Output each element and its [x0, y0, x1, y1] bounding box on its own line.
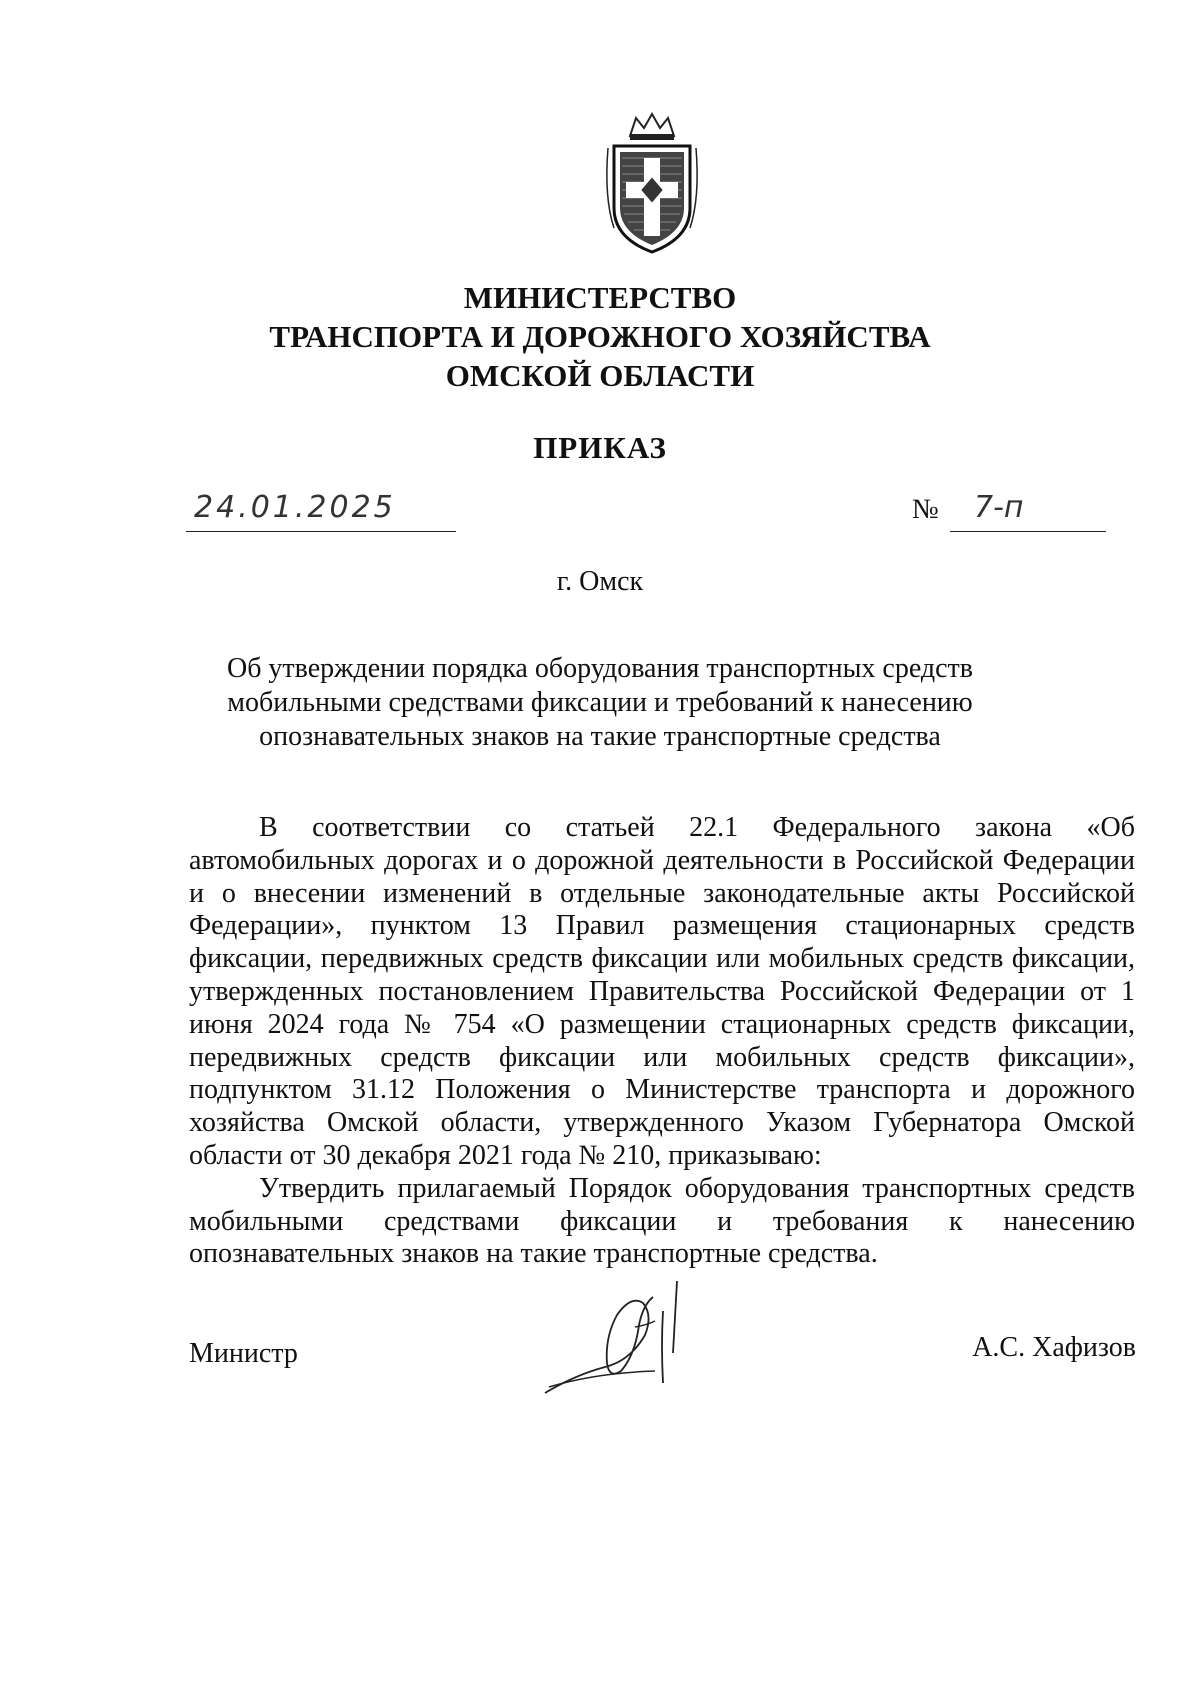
order-date: 24.01.2025	[186, 490, 456, 532]
subject-line: мобильными средствами фиксации и требований к нанесению	[227, 687, 973, 718]
omsk-coat-of-arms-icon	[600, 108, 704, 258]
order-subject	[200, 652, 1000, 754]
body-paragraph: Утвердить прилагаемый Порядок оборудования транспортных средств мобильными средствами фиксации и требования к нанесению опознавательных знаков на такие транспортные средства.	[189, 1172, 1135, 1270]
subject-line: Об утверждении порядка оборудования транспортных средств	[226, 653, 974, 684]
subject-line: опознавательных знаков на такие транспортные средства	[259, 721, 941, 752]
signatory-title: Министр	[189, 1338, 298, 1369]
signatory-name: А.С. Хафизов	[972, 1332, 1136, 1363]
ministry-name-line-1: МИНИСТЕРСТВО	[463, 280, 737, 315]
number-label: №	[912, 494, 939, 525]
city: г. Омск	[556, 566, 644, 597]
ministry-name-line-2: ТРАНСПОРТА И ДОРОЖНОГО ХОЗЯЙСТВА	[269, 319, 931, 354]
order-body	[189, 812, 1135, 1271]
body-paragraph: В соответствии со статьей 22.1 Федерального закона «Об автомобильных дорогах и о дорожной деятельности в Российской Федерации и о внесении изменений в отдельные законодательные акты Российской Федерации», пунктом 13 Правил размещения стационарных средств фиксации, передвижных средств фиксации или мобильных средств фиксации, утвержденных постановлением Правительства Российской Федерации от 1 июня 2024 года № 754 «О размещении стационарных средств фиксации, передвижных средств фиксации или мобильных средств фиксации», подпунктом 31.12 Положения о Министерстве транспорта и дорожного хозяйства Омской области, утвержденного Указом Губернатора Омской области от 30 декабря 2021 года № 210, приказываю:	[189, 812, 1135, 1171]
order-number: 7-п	[950, 490, 1106, 532]
handwritten-signature-icon	[535, 1275, 705, 1410]
ministry-name-line-3: ОМСКОЙ ОБЛАСТИ	[445, 358, 755, 393]
document-type: ПРИКАЗ	[533, 430, 667, 465]
